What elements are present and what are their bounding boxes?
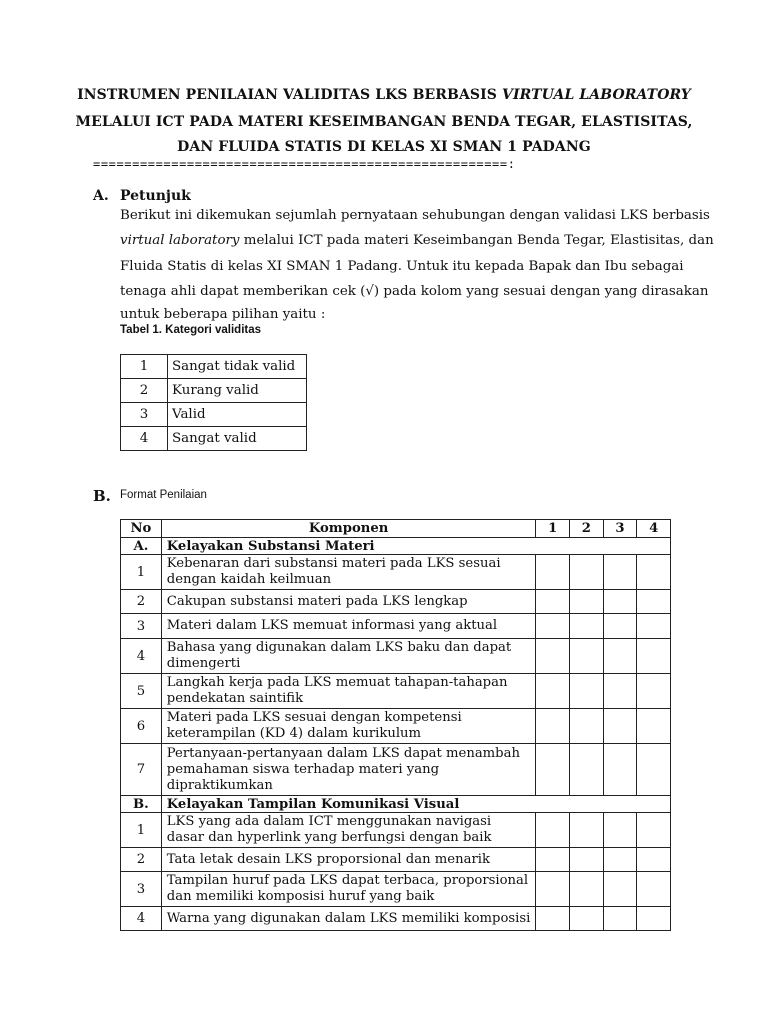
item-number: 2 xyxy=(121,590,162,614)
title-italic-text: VIRTUAL LABORATORY xyxy=(501,87,691,103)
score-cell[interactable] xyxy=(536,709,570,744)
category-label: Valid xyxy=(168,403,307,427)
category-label: Sangat tidak valid xyxy=(168,355,307,379)
item-number: 6 xyxy=(121,709,162,744)
instruction-line: Berikut ini dikemukan sejumlah pernyataan sehubungan dengan validasi LKS berbasis xyxy=(120,208,710,223)
assessment-header-row xyxy=(121,520,671,538)
score-cell[interactable] xyxy=(536,555,570,590)
item-number: 7 xyxy=(121,744,162,796)
item-text: Warna yang digunakan dalam LKS memiliki komposisi xyxy=(161,907,536,931)
item-number: 3 xyxy=(121,614,162,639)
score-cell[interactable] xyxy=(603,709,637,744)
score-cell[interactable] xyxy=(603,614,637,639)
table-row xyxy=(121,848,671,872)
category-number: 2 xyxy=(121,379,168,403)
title-separator: =====================================================: xyxy=(93,157,516,171)
score-cell[interactable] xyxy=(637,813,671,848)
category-number: 4 xyxy=(121,427,168,451)
score-cell[interactable] xyxy=(603,590,637,614)
instruction-line: tenaga ahli dapat memberikan cek (√) pada kolom yang sesuai dengan yang dirasakan xyxy=(120,283,709,299)
item-text: Pertanyaan-pertanyaan dalam LKS dapat menambah pemahaman siswa terhadap materi yang dipraktikumkan xyxy=(161,744,536,796)
score-cell[interactable] xyxy=(603,744,637,796)
header-komponen: Komponen xyxy=(161,520,536,538)
item-number: 1 xyxy=(121,555,162,590)
group-title: Kelayakan Substansi Materi xyxy=(161,538,670,555)
score-cell[interactable] xyxy=(536,674,570,709)
document-title-line-3: DAN FLUIDA STATIS DI KELAS XI SMAN 1 PADANG xyxy=(177,139,591,155)
item-text: LKS yang ada dalam ICT menggunakan navigasi dasar dan hyperlink yang berfungsi dengan baik xyxy=(161,813,536,848)
score-cell[interactable] xyxy=(637,744,671,796)
item-number: 3 xyxy=(121,872,162,907)
item-text: Kebenaran dari substansi materi pada LKS sesuai dengan kaidah keilmuan xyxy=(161,555,536,590)
item-text: Cakupan substansi materi pada LKS lengkap xyxy=(161,590,536,614)
header-score-1: 1 xyxy=(536,520,570,538)
table-row xyxy=(121,674,671,709)
table-row xyxy=(121,813,671,848)
instruction-paragraph xyxy=(120,203,714,304)
score-cell[interactable] xyxy=(603,872,637,907)
score-cell[interactable] xyxy=(637,848,671,872)
group-title: Kelayakan Tampilan Komunikasi Visual xyxy=(161,796,670,813)
score-cell[interactable] xyxy=(570,639,604,674)
category-row xyxy=(121,427,307,451)
score-cell[interactable] xyxy=(603,907,637,931)
category-row xyxy=(121,403,307,427)
score-cell[interactable] xyxy=(570,813,604,848)
score-cell[interactable] xyxy=(536,813,570,848)
score-cell[interactable] xyxy=(536,907,570,931)
instruction-last-line: untuk beberapa pilihan yaitu : xyxy=(120,307,326,322)
item-number: 5 xyxy=(121,674,162,709)
category-row xyxy=(121,379,307,403)
score-cell[interactable] xyxy=(603,813,637,848)
score-cell[interactable] xyxy=(536,872,570,907)
header-score-3: 3 xyxy=(603,520,637,538)
instruction-text: melalui ICT pada materi Keseimbangan Benda Tegar, Elastisitas, dan xyxy=(239,233,714,249)
score-cell[interactable] xyxy=(637,614,671,639)
table-row xyxy=(121,639,671,674)
score-cell[interactable] xyxy=(536,590,570,614)
table-row xyxy=(121,744,671,796)
item-text: Materi pada LKS sesuai dengan kompetensi keterampilan (KD 4) dalam kurikulum xyxy=(161,709,536,744)
score-cell[interactable] xyxy=(570,744,604,796)
category-row xyxy=(121,355,307,379)
score-cell[interactable] xyxy=(536,744,570,796)
score-cell[interactable] xyxy=(637,907,671,931)
score-cell[interactable] xyxy=(637,590,671,614)
section-b-title: Format Penilaian xyxy=(120,489,207,501)
score-cell[interactable] xyxy=(570,614,604,639)
score-cell[interactable] xyxy=(637,555,671,590)
score-cell[interactable] xyxy=(536,614,570,639)
title-text: INSTRUMEN PENILAIAN VALIDITAS LKS BERBASIS xyxy=(77,87,502,103)
table-row xyxy=(121,590,671,614)
score-cell[interactable] xyxy=(603,555,637,590)
group-code: A. xyxy=(121,538,162,555)
item-text: Langkah kerja pada LKS memuat tahapan-tahapan pendekatan saintifik xyxy=(161,674,536,709)
score-cell[interactable] xyxy=(603,848,637,872)
score-cell[interactable] xyxy=(603,674,637,709)
assessment-table xyxy=(120,519,671,931)
instruction-line xyxy=(120,228,714,253)
instruction-italic: virtual laboratory xyxy=(120,233,240,249)
table-row xyxy=(121,555,671,590)
table-caption: Tabel 1. Kategori validitas xyxy=(120,324,262,336)
score-cell[interactable] xyxy=(570,848,604,872)
document-title-line-1 xyxy=(0,87,768,103)
section-a-title: Petunjuk xyxy=(120,188,191,204)
score-cell[interactable] xyxy=(570,872,604,907)
category-label: Kurang valid xyxy=(168,379,307,403)
group-b-row xyxy=(121,796,671,813)
category-number: 3 xyxy=(121,403,168,427)
item-number: 2 xyxy=(121,848,162,872)
group-a-row xyxy=(121,538,671,555)
table-row xyxy=(121,709,671,744)
item-text: Tata letak desain LKS proporsional dan menarik xyxy=(161,848,536,872)
table-row xyxy=(121,907,671,931)
score-cell[interactable] xyxy=(637,709,671,744)
section-b-letter: B. xyxy=(93,487,111,505)
table-row xyxy=(121,614,671,639)
header-score-4: 4 xyxy=(637,520,671,538)
score-cell[interactable] xyxy=(570,555,604,590)
instruction-line: Fluida Statis di kelas XI SMAN 1 Padang. Untuk itu kepada Bapak dan Ibu sebagai xyxy=(120,258,684,274)
score-cell[interactable] xyxy=(603,639,637,674)
section-a-letter: A. xyxy=(93,188,109,204)
score-cell[interactable] xyxy=(570,674,604,709)
group-code: B. xyxy=(121,796,162,813)
category-number: 1 xyxy=(121,355,168,379)
category-table xyxy=(120,354,307,451)
score-cell[interactable] xyxy=(637,639,671,674)
score-cell[interactable] xyxy=(570,590,604,614)
item-text: Bahasa yang digunakan dalam LKS baku dan dapat dimengerti xyxy=(161,639,536,674)
item-text: Tampilan huruf pada LKS dapat terbaca, proporsional dan memiliki komposisi huruf yang baik xyxy=(161,872,536,907)
header-no: No xyxy=(121,520,162,538)
score-cell[interactable] xyxy=(637,674,671,709)
item-number: 4 xyxy=(121,907,162,931)
item-text: Materi dalam LKS memuat informasi yang aktual xyxy=(161,614,536,639)
score-cell[interactable] xyxy=(570,709,604,744)
score-cell[interactable] xyxy=(536,639,570,674)
score-cell[interactable] xyxy=(536,848,570,872)
item-number: 4 xyxy=(121,639,162,674)
document-title-line-2: MELALUI ICT PADA MATERI KESEIMBANGAN BENDA TEGAR, ELASTISITAS, xyxy=(75,114,693,130)
table-row xyxy=(121,872,671,907)
score-cell[interactable] xyxy=(637,872,671,907)
header-score-2: 2 xyxy=(570,520,604,538)
score-cell[interactable] xyxy=(570,907,604,931)
category-label: Sangat valid xyxy=(168,427,307,451)
item-number: 1 xyxy=(121,813,162,848)
